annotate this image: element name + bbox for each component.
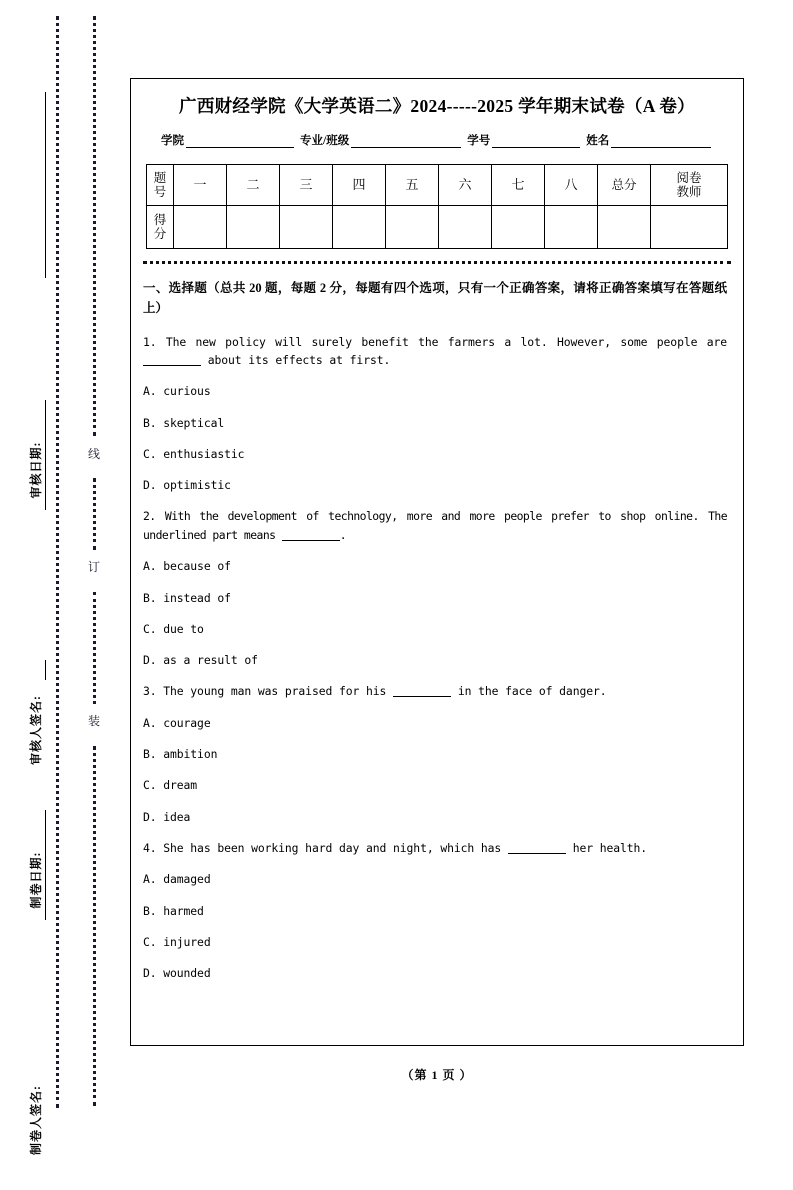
field-input-college[interactable]: [186, 135, 294, 148]
binding-dotted-line-left: [56, 16, 59, 1108]
row-header-score: 得 分: [147, 206, 174, 249]
question-stem-2-before: 2. With the development of technology, more and more people prefer to shop online. The underlined part means: [143, 509, 727, 542]
option-4-b[interactable]: B. harmed: [143, 903, 204, 918]
question-stem-3-before: 3. The young man was praised for his: [143, 684, 387, 699]
score-cell-3[interactable]: [280, 206, 333, 249]
margin-label-reviewer-signature: 审核人签名:: [29, 695, 43, 765]
score-cell-2[interactable]: [227, 206, 280, 249]
exam-content: [131, 264, 743, 982]
option-4-d[interactable]: D. wounded: [143, 966, 211, 981]
score-col-header-marker: 阅卷 教师: [651, 165, 728, 206]
score-col-header-2: 二: [227, 165, 280, 206]
score-cell-marker[interactable]: [651, 206, 728, 249]
margin-label-paper-date: 制卷日期:: [29, 851, 43, 909]
option-2-a[interactable]: A. because of: [143, 559, 231, 574]
option-3-a[interactable]: A. courage: [143, 715, 211, 730]
score-col-header-4: 四: [333, 165, 386, 206]
field-label-name: 姓名: [586, 135, 610, 147]
option-4-c[interactable]: C. injured: [143, 934, 211, 949]
option-1-d[interactable]: D. optimistic: [143, 478, 231, 493]
binding-word-line: 线: [87, 447, 100, 461]
option-3-b[interactable]: B. ambition: [143, 747, 218, 762]
question-stem-4: [143, 839, 727, 857]
binding-word-bind: 订: [87, 560, 100, 574]
table-row-scores: [147, 206, 728, 249]
score-cell-5[interactable]: [386, 206, 439, 249]
question-stem-2-after: .: [339, 527, 347, 542]
question-stem-4-after: her health.: [572, 840, 648, 855]
exam-paper-frame: [130, 78, 744, 1046]
question-stem-2: [143, 507, 727, 544]
table-row-question-numbers: [147, 165, 728, 206]
score-col-header-1: 一: [174, 165, 227, 206]
answer-blank-1[interactable]: [143, 365, 201, 366]
score-cell-4[interactable]: [333, 206, 386, 249]
score-table: [146, 164, 728, 249]
row-header-question-number: 题 号: [147, 165, 174, 206]
option-2-d[interactable]: D. as a result of: [143, 653, 258, 668]
section-heading-multiple-choice: 一、选择题（总共 20 题，每题 2 分，每题有四个选项，只有一个正确答案，请将正确答案填写在答题纸上）: [143, 281, 727, 316]
field-input-name[interactable]: [611, 135, 711, 148]
option-2-c[interactable]: C. due to: [143, 621, 204, 636]
score-col-header-3: 三: [280, 165, 333, 206]
page-footer: （第 1 页 ）: [401, 1068, 473, 1082]
field-label-major-class: 专业/班级: [300, 135, 350, 147]
margin-label-paper-author-signature: 制卷人签名:: [29, 1085, 43, 1155]
margin-rule-segment: [45, 400, 46, 510]
score-col-header-total: 总分: [598, 165, 651, 206]
field-input-major-class[interactable]: [351, 135, 461, 148]
score-col-header-5: 五: [386, 165, 439, 206]
score-cell-8[interactable]: [545, 206, 598, 249]
answer-blank-4[interactable]: [508, 853, 566, 854]
score-cell-1[interactable]: [174, 206, 227, 249]
option-1-a[interactable]: A. curious: [143, 384, 211, 399]
question-stem-3: [143, 682, 727, 700]
question-stem-3-after: in the face of danger.: [457, 684, 607, 699]
option-1-c[interactable]: C. enthusiastic: [143, 446, 245, 461]
margin-rule-segment: [45, 92, 46, 278]
option-3-c[interactable]: C. dream: [143, 778, 198, 793]
binding-dotted-line-right: [93, 746, 96, 1106]
score-cell-7[interactable]: [492, 206, 545, 249]
margin-rule-segment: [45, 810, 46, 920]
field-input-student-id[interactable]: [492, 135, 580, 148]
field-label-student-id: 学号: [467, 135, 491, 147]
binding-dotted-line-right: [93, 592, 96, 704]
score-col-header-8: 八: [545, 165, 598, 206]
answer-blank-3[interactable]: [393, 696, 451, 697]
question-stem-1-after: about its effects at first.: [207, 352, 391, 367]
score-col-header-6: 六: [439, 165, 492, 206]
question-stem-1-before: 1. The new policy will surely benefit the farmers a lot. However, some people are: [143, 334, 727, 349]
option-1-b[interactable]: B. skeptical: [143, 415, 225, 430]
field-label-college: 学院: [161, 135, 184, 147]
question-stem-4-before: 4. She has been working hard day and night, which has: [143, 840, 502, 855]
score-cell-6[interactable]: [439, 206, 492, 249]
question-stem-1: [143, 333, 727, 370]
margin-label-review-date: 审核日期:: [29, 441, 43, 499]
binding-dotted-line-right: [93, 16, 96, 436]
student-identity-line: [161, 132, 721, 148]
binding-dotted-line-right: [93, 478, 96, 550]
score-cell-total[interactable]: [598, 206, 651, 249]
binding-margin-column: [0, 0, 128, 1155]
option-3-d[interactable]: D. idea: [143, 809, 191, 824]
option-4-a[interactable]: A. damaged: [143, 872, 211, 887]
page-title: 广西财经学院《大学英语二》2024-----2025 学年期末试卷（A 卷）: [179, 96, 695, 116]
answer-blank-2[interactable]: [282, 540, 340, 541]
margin-rule-segment: [45, 660, 46, 680]
binding-word-seal: 装: [87, 714, 100, 728]
option-2-b[interactable]: B. instead of: [143, 590, 231, 605]
score-col-header-7: 七: [492, 165, 545, 206]
